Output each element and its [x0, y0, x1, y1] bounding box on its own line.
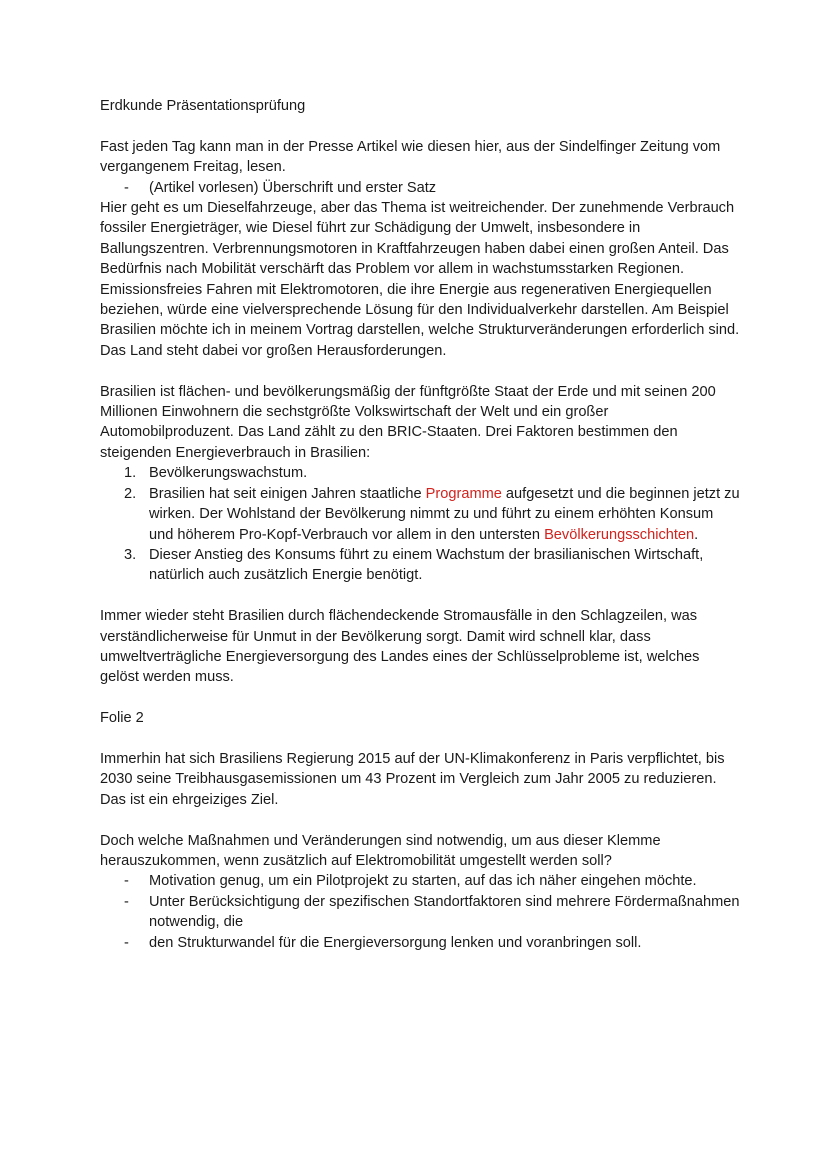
document-page: [100, 96, 740, 953]
paragraph-klimakonferenz: Immerhin hat sich Brasiliens Regierung 2015 auf der UN-Klimakonferenz in Paris verpflichtet, bis 2030 seine Treibhausgasemissionen um 43 Prozent im Vergleich zum Jahr 2005 zu reduzieren. Das ist ein ehrgeiziges Ziel.: [100, 750, 725, 808]
intro-paragraph: Fast jeden Tag kann man in der Presse Artikel wie diesen hier, aus der Sindelfinger Zeitung vom vergangenem Freitag, lesen.: [100, 138, 721, 176]
factor-text: .: [694, 526, 699, 543]
factor-number: 3.: [124, 546, 137, 563]
factor-text: Brasilien hat seit einigen Jahren staatliche: [149, 485, 426, 502]
spacer: [100, 116, 740, 136]
factor-number: 2.: [124, 485, 137, 502]
highlight-bevoelkerungsschichten: Bevölkerungsschichten: [544, 526, 695, 543]
factor-item: [100, 484, 740, 545]
intro-bullet: - (Artikel vorlesen) Überschrift und erster Satz: [100, 178, 740, 198]
list-item: - Unter Berücksichtigung der spezifischen Standortfaktoren sind mehrere Fördermaßnahmen notwendig, die: [100, 892, 740, 933]
spacer: [100, 810, 740, 830]
spacer: [100, 586, 740, 606]
list-item: - den Strukturwandel für die Energieversorgung lenken und voranbringen soll.: [100, 933, 740, 953]
highlight-programme: Programme: [425, 485, 502, 502]
document-title: Erdkunde Präsentationsprüfung: [100, 98, 306, 114]
paragraph-massnahmen: Doch welche Maßnahmen und Veränderungen sind notwendig, um aus dieser Klemme herauszukommen, wenn zusätzlich auf Elektromobilität umgestellt werden soll?: [100, 832, 661, 869]
spacer: [100, 729, 740, 749]
factor-item: [100, 545, 740, 586]
paragraph-brasilien: Brasilien ist flächen- und bevölkerungsmäßig der fünftgrößte Staat der Erde und mit seinen 200 Millionen Einwohnern die sechstgrößte Volkswirtschaft der Welt und ein großer Automobilproduzent. Das Land zählt zu den BRIC-Staaten. Drei Faktoren bestimmen den steigenden Energieverbrauch in Brasilien:: [100, 383, 716, 461]
spacer: [100, 688, 740, 708]
measures-list: [100, 871, 740, 953]
factor-text: Bevölkerungswachstum.: [149, 465, 308, 482]
paragraph-stromausfaelle: Immer wieder steht Brasilien durch flächendeckende Stromausfälle in den Schlagzeilen, was verständlicherweise für Unmut in der Bevölkerung sorgt. Damit wird schnell klar, dass umweltverträgliche Energieversorgung des Landes eines der Schlüsselprobleme ist, welches gelöst werden muss.: [100, 608, 700, 686]
paragraph-diesel: Hier geht es um Dieselfahrzeuge, aber das Thema ist weitreichender. Der zunehmende Verbrauch fossiler Energieträger, wie Diesel führt zur Schädigung der Umwelt, insbesondere in Ballungszentren. Verbrennungsmotoren in Kraftfahrzeugen haben dabei einen großen Anteil. Das Bedürfnis nach Mobilität verschärft das Problem vor allem in wachstumsstarken Regionen. Emissionsfreies Fahren mit Elektromotoren, die ihre Energie aus regenerativen Energiequellen beziehen, würde eine vielversprechende Lösung für den Individualverkehr darstellen. Am Beispiel Brasilien möchte ich in meinem Vortrag darstellen, welche Strukturveränderungen erforderlich sind. Das Land steht dabei vor großen Herausforderungen.: [100, 200, 740, 359]
factor-text: aufgesetzt und die beginnen jetzt zu wirken. Der Wohlstand der Bevölkerung nimmt zu und führt zu einem erhöhten Konsum und höherem Pro-Kopf-Verbrauch vor allem in den untersten: [149, 485, 740, 543]
factor-item: [100, 463, 740, 483]
slide-label: Folie 2: [100, 710, 144, 727]
spacer: [100, 361, 740, 381]
factor-list: [100, 463, 740, 585]
factor-number: 1.: [124, 465, 137, 482]
list-item: - Motivation genug, um ein Pilotprojekt zu starten, auf das ich näher eingehen möchte.: [100, 871, 740, 891]
factor-text: Dieser Anstieg des Konsums führt zu einem Wachstum der brasilianischen Wirtschaft, natürlich auch zusätzlich Energie benötigt.: [149, 546, 704, 584]
intro-bullet-list: [100, 178, 740, 198]
